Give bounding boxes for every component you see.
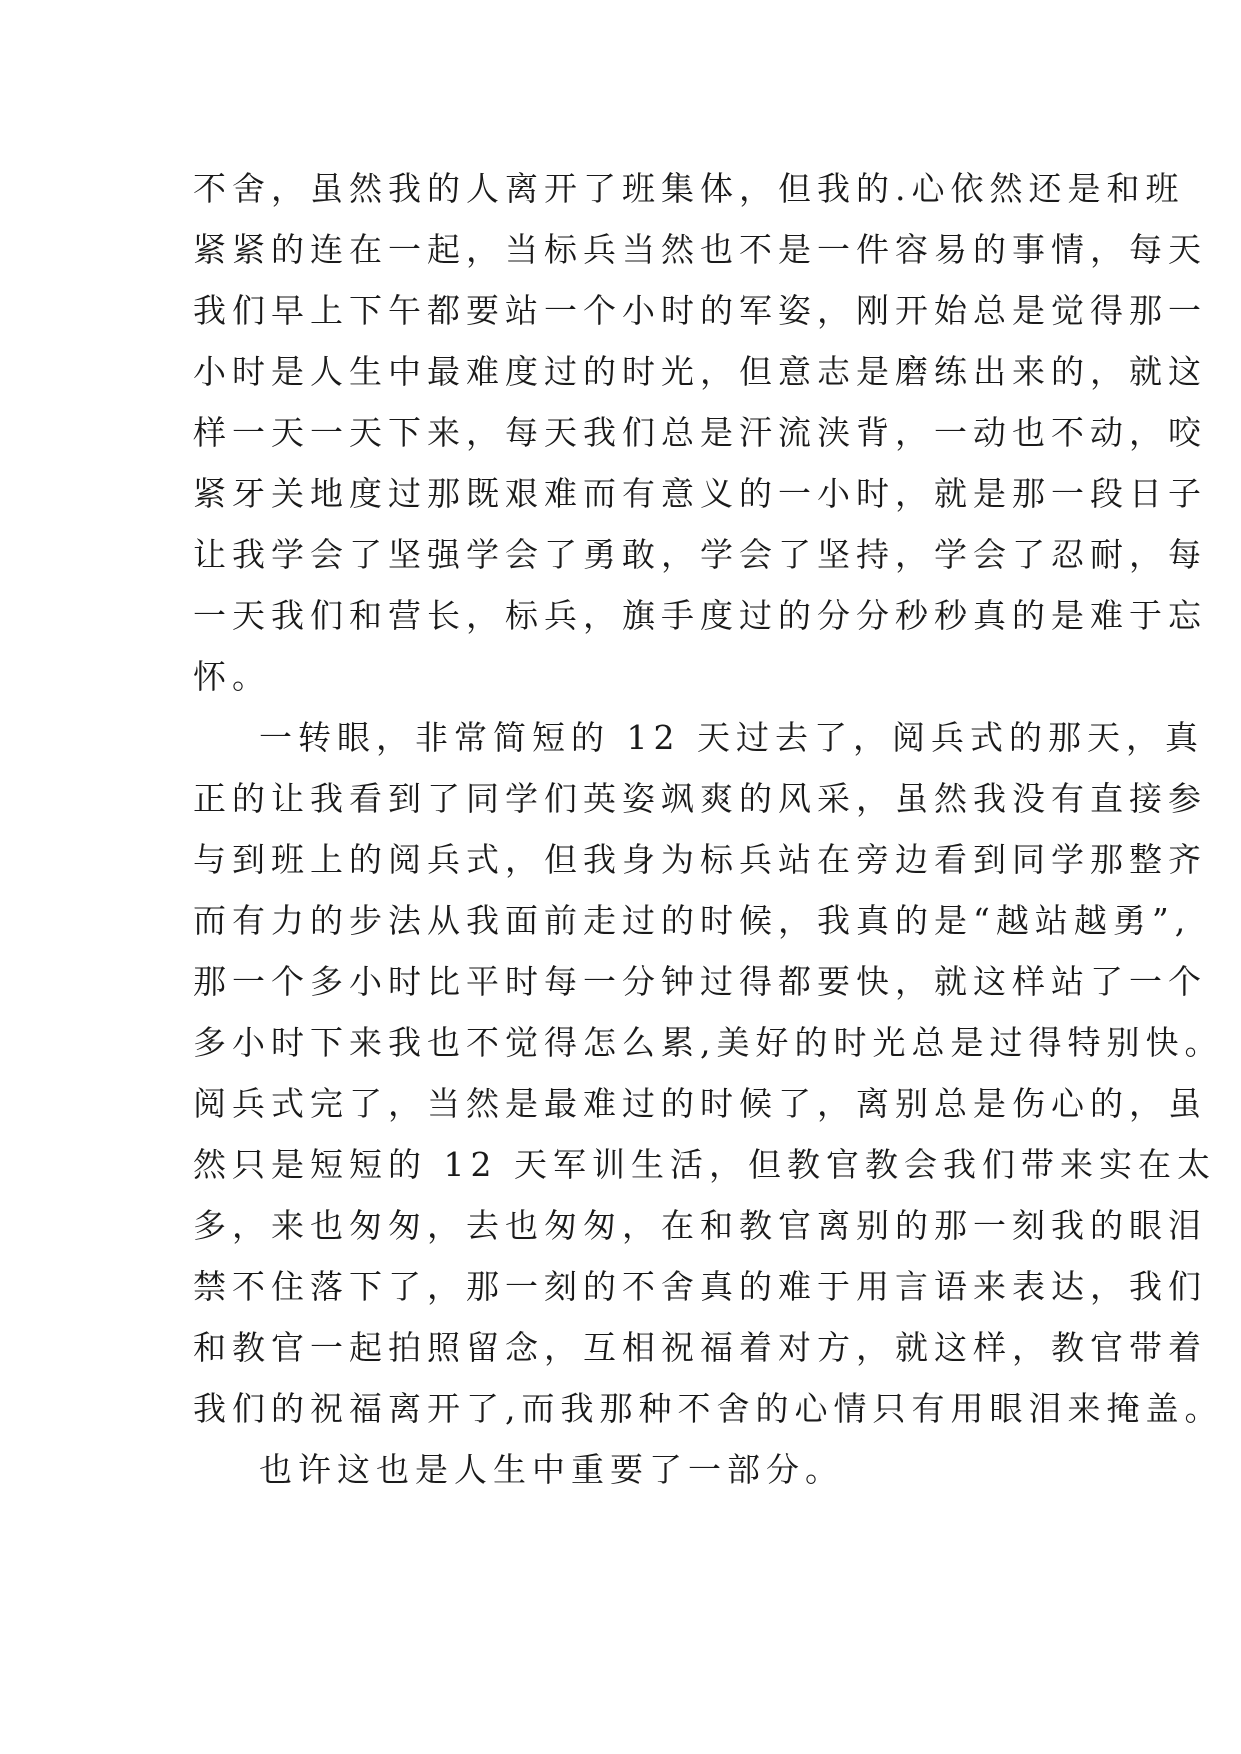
text-line: 不舍，虽然我的人离开了班集体，但我的.心依然还是和班 [193,169,1185,208]
text-line: 紧紧的连在一起，当标兵当然也不是一件容易的事情，每天 [193,230,1207,269]
text-line: 和教官一起拍照留念，互相祝福着对方，就这样，教官带着 [193,1328,1207,1367]
text-line: 那一个多小时比平时每一分钟过得都要快，就这样站了一个 [193,962,1207,1001]
text-line: 一天我们和营长，标兵，旗手度过的分分秒秒真的是难于忘 [193,596,1207,635]
text-line: 禁不住落下了，那一刻的不舍真的难于用言语来表达，我们 [193,1267,1207,1306]
text-line: 紧牙关地度过那既艰难而有意义的一小时，就是那一段日子 [193,474,1207,513]
text-line: 我们早上下午都要站一个小时的军姿，刚开始总是觉得那一 [193,291,1207,330]
text-line: 多，来也匆匆，去也匆匆，在和教官离别的那一刻我的眼泪 [193,1206,1207,1245]
text-line: 阅兵式完了，当然是最难过的时候了，离别总是伤心的，虽 [193,1084,1207,1123]
text-line: 让我学会了坚强学会了勇敢，学会了坚持，学会了忍耐，每 [193,535,1207,574]
text-line: 我们的祝福离开了,而我那种不舍的心情只有用眼泪来掩盖。 [193,1389,1224,1428]
text-line: 小时是人生中最难度过的时光，但意志是磨练出来的，就这 [193,352,1207,391]
paragraph-first-line: 一转眼，非常简短的 12 天过去了，阅兵式的那天，真 [259,718,1204,757]
text-line: 然只是短短的 12 天军训生活，但教官教会我们带来实在太 [193,1145,1216,1184]
text-line: 多小时下来我也不觉得怎么累,美好的时光总是过得特别快。 [193,1023,1224,1062]
paragraph-first-line: 也许这也是人生中重要了一部分。 [259,1450,844,1489]
text-line: 正的让我看到了同学们英姿飒爽的风采，虽然我没有直接参 [193,779,1207,818]
text-line: 与到班上的阅兵式，但我身为标兵站在旁边看到同学那整齐 [193,840,1207,879]
document-body [193,158,1224,1500]
text-line: 怀。 [193,657,271,696]
text-line: 样一天一天下来，每天我们总是汗流浃背，一动也不动，咬 [193,413,1207,452]
text-line: 而有力的步法从我面前走过的时候，我真的是“越站越勇”, [193,901,1192,940]
